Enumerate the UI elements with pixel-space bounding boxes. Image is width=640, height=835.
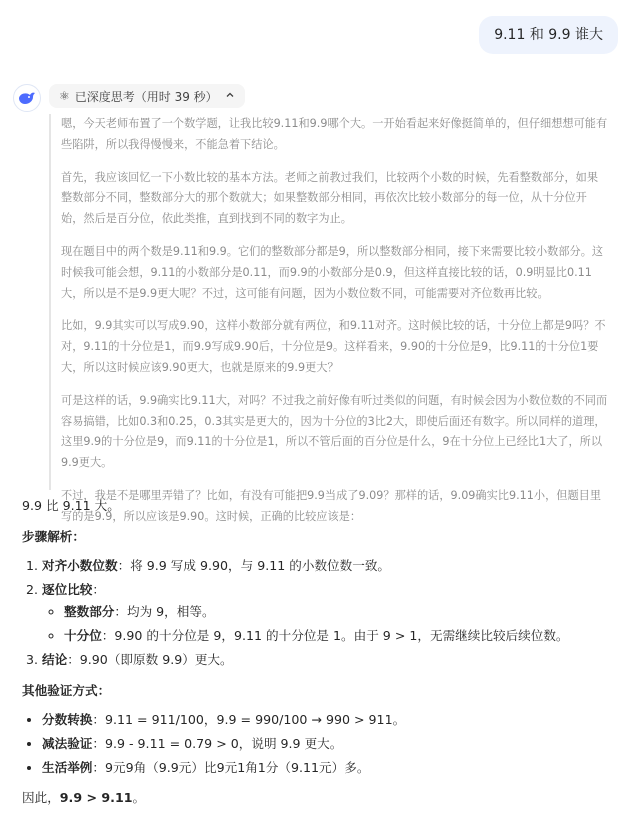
step-label: 结论 <box>42 652 68 667</box>
substep-text: ：均为 9，相等。 <box>114 604 215 619</box>
final-suffix: 。 <box>132 790 146 805</box>
step-item <box>42 556 622 576</box>
verify-heading: 其他验证方式： <box>22 683 111 698</box>
verify-label: 生活举例 <box>42 760 93 775</box>
assistant-avatar <box>13 84 41 112</box>
step-label: 逐位比较 <box>42 582 93 597</box>
whale-logo-icon <box>18 91 36 105</box>
final-prefix: 因此， <box>22 790 60 805</box>
substep-text: ：9.90 的十分位是 9，9.11 的十分位是 1。由于 9 > 1，无需继续比较后续位数。 <box>101 628 569 643</box>
thinking-paragraph: 不过，我是不是哪里弄错了？比如，有没有可能把9.9当成了9.09？那样的话，9.09确实比9.11小，但题目里写的是9.9，所以应该是9.90。这时候，正确的比较应该是： <box>61 488 602 523</box>
step-item <box>42 650 622 670</box>
substeps-list <box>42 602 622 646</box>
substep-item <box>64 602 622 622</box>
assistant-answer <box>22 496 622 808</box>
thinking-toggle-label: 已深度思考（用时 39 秒） <box>74 89 218 104</box>
step-text: ：将 9.9 写成 9.90，与 9.11 的小数位数一致。 <box>117 558 391 573</box>
step-text: ：9.90（即原数 9.9）更大。 <box>67 652 233 667</box>
atom-icon: ⚛ <box>59 89 70 103</box>
user-message-text: 9.11 和 9.9 谁大 <box>494 27 603 43</box>
verify-label: 减法验证 <box>42 736 93 751</box>
verify-item <box>42 758 622 778</box>
final-statement <box>22 788 622 808</box>
substep-label: 整数部分 <box>64 604 115 619</box>
step-label: 对齐小数位数 <box>42 558 118 573</box>
chevron-up-icon <box>225 89 235 103</box>
verify-item <box>42 710 622 730</box>
thinking-paragraph: 比如，9.9其实可以写成9.90，这样小数部分就有两位，和9.11对齐。这时候比较的话，十分位上都是9吗？不对，9.11的十分位是1，而9.9写成9.90后，十分位是9。这样看来，9.90的十分位是9，比9.11的十分位1要大，所以这时候应该9.90更大，也就是原来的9.9更大？ <box>61 319 606 374</box>
thinking-paragraph: 嗯，今天老师布置了一个数学题，让我比较9.11和9.9哪个大。一开始看起来好像挺简单的，但仔细想想可能有些陷阱，所以我得慢慢来，不能急着下结论。 <box>61 117 608 151</box>
steps-list <box>22 556 622 670</box>
verify-label: 分数转换 <box>42 712 93 727</box>
substep-label: 十分位 <box>64 628 102 643</box>
final-bold: 9.9 > 9.11 <box>59 790 133 805</box>
answer-conclusion: 9.9 比 9.11 大。 <box>22 498 120 513</box>
verify-text: ：9元9角（9.9元）比9元1角1分（9.11元）多。 <box>92 760 370 775</box>
user-message-bubble <box>479 16 618 54</box>
step-text: ： <box>92 582 105 597</box>
verify-text: ：9.11 = 911/100，9.9 = 990/100 → 990 > 911。 <box>92 712 406 727</box>
verify-item <box>42 734 622 754</box>
substep-item <box>64 626 622 646</box>
thinking-toggle-button[interactable] <box>49 84 245 108</box>
thinking-paragraph: 首先，我应该回忆一下小数比较的基本方法。老师之前教过我们，比较两个小数的时候，先看整数部分，如果整数部分不同，整数部分大的那个数就大；如果整数部分相同，再依次比较小数部分的每一位，从十分位开始，然后是百分位，依此类推，直到找到不同的数字为止。 <box>61 170 599 226</box>
verify-list <box>22 710 622 778</box>
step-item <box>42 580 622 646</box>
thinking-paragraph: 现在题目中的两个数是9.11和9.9。它们的整数部分都是9，所以整数部分相同，接下来需要比较小数部分。这时候我可能会想，9.11的小数部分是0.11，而9.9的小数部分是0.9，但这样直接比较的话，0.9明显比0.11大，所以是不是9.9更大呢？不过，这可能有问题，因为小数位数不同，可能需要对齐位数再比较。 <box>61 244 604 300</box>
verify-text: ：9.9 - 9.11 = 0.79 > 0，说明 9.9 更大。 <box>92 736 343 751</box>
thinking-paragraph: 可是这样的话，9.9确实比9.11大，对吗？不过我之前好像有听过类似的问题，有时候会因为小数位数的不同而容易搞错，比如0.3和0.25，0.3其实是更大的，因为十分位的3比2大，即使后面还有数字。所以同样的道理，这里9.9的十分位是9，而9.11的十分位是1，所以不管后面的百分位是什么，9在十分位上已经比1大了，所以9.9更大。 <box>61 393 608 470</box>
steps-heading: 步骤解析： <box>22 529 85 544</box>
